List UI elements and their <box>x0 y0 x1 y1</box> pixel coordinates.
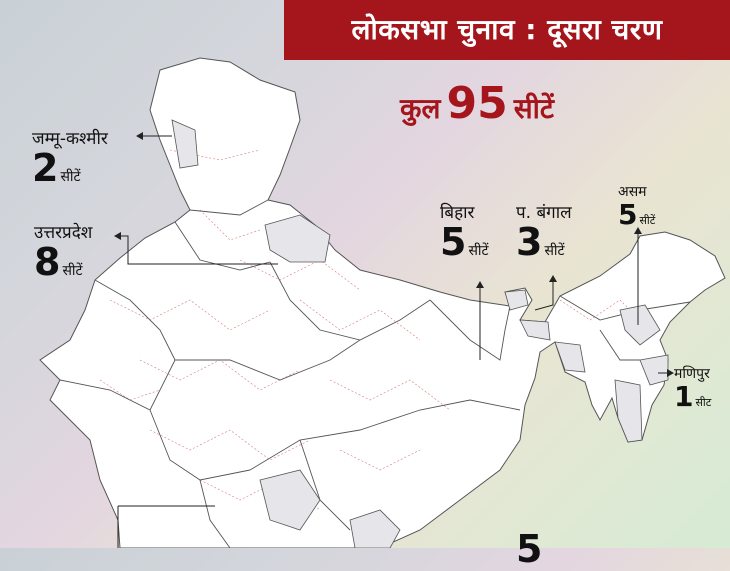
state-name: मणिपुर <box>674 366 710 382</box>
label-jammu-kashmir <box>32 126 108 190</box>
seat-unit: सीट <box>695 396 712 409</box>
label-uttar-pradesh <box>34 220 93 284</box>
label-manipur <box>674 364 711 411</box>
seat-count: 5 <box>516 527 543 571</box>
state-name: असम <box>618 184 647 200</box>
seat-unit: सीटें <box>60 169 81 185</box>
label-assam <box>618 182 655 229</box>
total-suffix: सीटें <box>513 92 555 125</box>
seat-unit: सीटें <box>544 243 565 259</box>
total-count: 95 <box>446 78 508 129</box>
seat-count: 2 <box>32 146 59 190</box>
label-west-bengal <box>516 200 572 264</box>
state-name: बिहार <box>440 203 475 223</box>
seat-count: 8 <box>34 240 61 284</box>
seat-unit: सीटें <box>62 263 83 279</box>
seat-count: 3 <box>516 220 543 264</box>
state-name: उत्तरप्रदेश <box>34 223 93 243</box>
seat-count: 5 <box>618 198 638 231</box>
state-name: जम्मू-कश्मीर <box>32 129 108 149</box>
label-bihar <box>440 200 489 264</box>
state-name: प. बंगाल <box>516 203 572 223</box>
india-outline <box>40 58 725 548</box>
total-prefix: कुल <box>400 92 441 125</box>
seat-count: 5 <box>440 220 467 264</box>
seat-unit: सीटें <box>639 214 656 227</box>
total-seats <box>400 78 554 129</box>
label-partial-bottom <box>516 527 543 571</box>
title-banner: लोकसभा चुनाव : दूसरा चरण <box>284 0 730 60</box>
seat-unit: सीटें <box>468 243 489 259</box>
seat-count: 1 <box>674 380 694 413</box>
